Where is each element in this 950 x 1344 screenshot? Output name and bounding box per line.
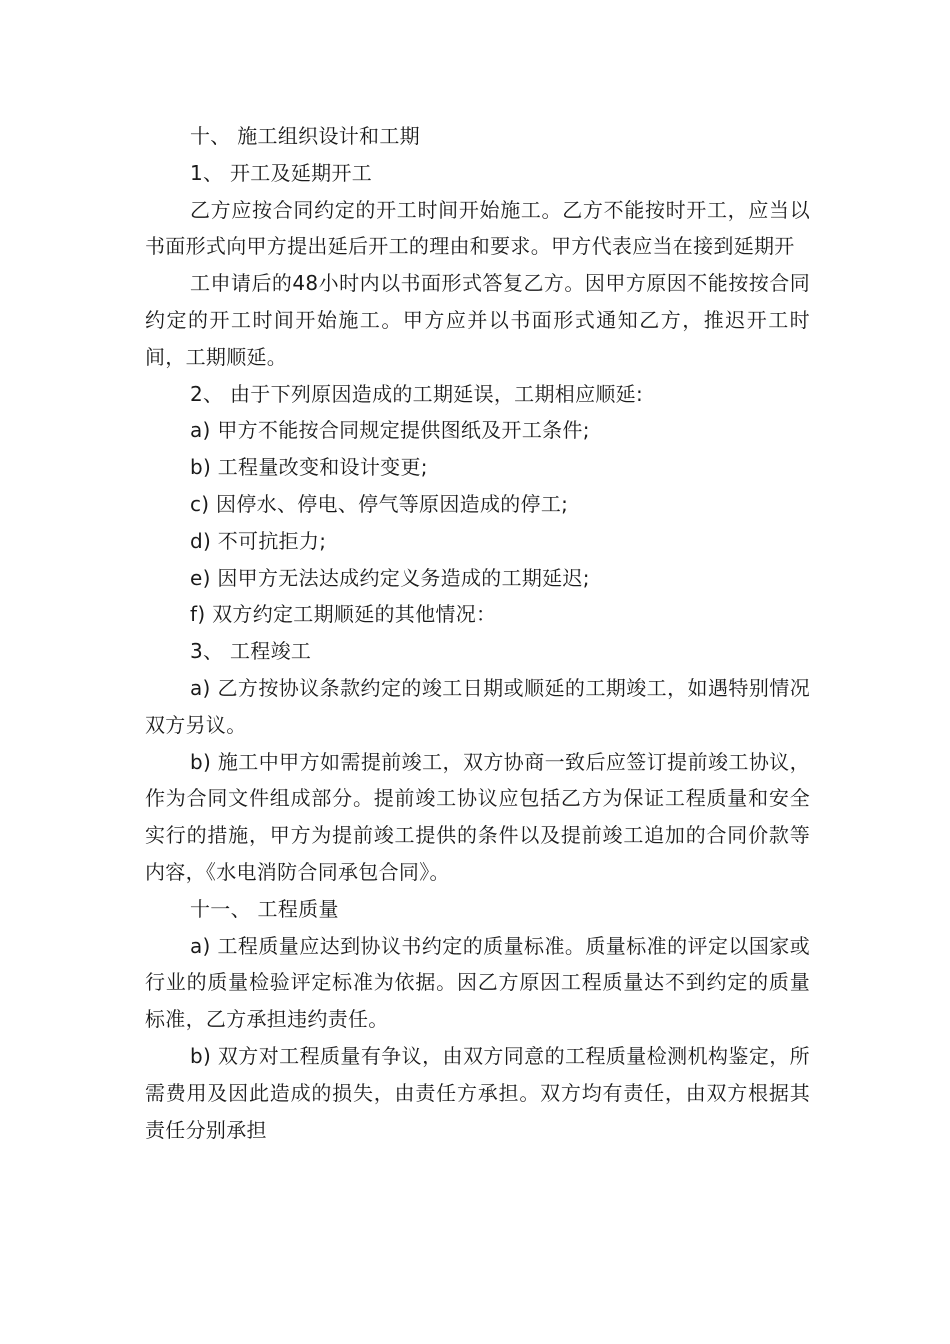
list-item: a) 乙方按协议条款约定的竣工日期或顺延的工期竣工，如遇特别情况双方另议。: [145, 675, 810, 737]
subheading-delay-reasons: 2、 由于下列原因造成的工期延误，工期相应顺延:: [190, 381, 644, 406]
list-item: b) 双方对工程质量有争议，由双方同意的工程质量检测机构鉴定，所需费用及因此造成的损失，由责任方承担。双方均有责任，由双方根据其责任分别承担: [145, 1043, 810, 1142]
document-body: [145, 118, 810, 1148]
subheading-start-and-delay: 1、 开工及延期开工: [190, 160, 373, 185]
paragraph: 乙方应按合同约定的开工时间开始施工。乙方不能按时开工，应当以书面形式向甲方提出延后开工的理由和要求。甲方代表应当在接到延期开: [145, 197, 810, 259]
list-item: f) 双方约定工期顺延的其他情况：: [190, 602, 497, 627]
list-item: d) 不可抗拒力;: [190, 528, 327, 553]
paragraph: 工申请后的48小时内以书面形式答复乙方。因甲方原因不能按按合同约定的开工时间开始施工。甲方应并以书面形式通知乙方，推迟开工时间，工期顺延。: [145, 271, 810, 369]
subheading-completion: 3、 工程竣工: [190, 639, 312, 664]
section-heading-construction-schedule: 十、 施工组织设计和工期: [190, 124, 420, 148]
list-item: b) 工程量改变和设计变更;: [190, 455, 428, 480]
list-item: e) 因甲方无法达成约定义务造成的工期延迟;: [190, 565, 590, 590]
list-item: b) 施工中甲方如需提前竣工，双方协商一致后应签订提前竣工协议，作为合同文件组成部分。提前竣工协议应包括乙方为保证工程质量和安全实行的措施，甲方为提前竣工提供的条件以及提前竣工追加的合同价款等内容，《水电消防合同承包合同》。: [145, 749, 810, 884]
list-item: a) 甲方不能按合同规定提供图纸及开工条件;: [190, 418, 590, 443]
list-item: a) 工程质量应达到协议书约定的质量标准。质量标准的评定以国家或行业的质量检验评定标准为依据。因乙方原因工程质量达不到约定的质量标准，乙方承担违约责任。: [145, 933, 810, 1032]
section-heading-quality: 十一、 工程质量: [190, 896, 339, 921]
list-item: c) 因停水、停电、停气等原因造成的停工;: [190, 491, 569, 516]
